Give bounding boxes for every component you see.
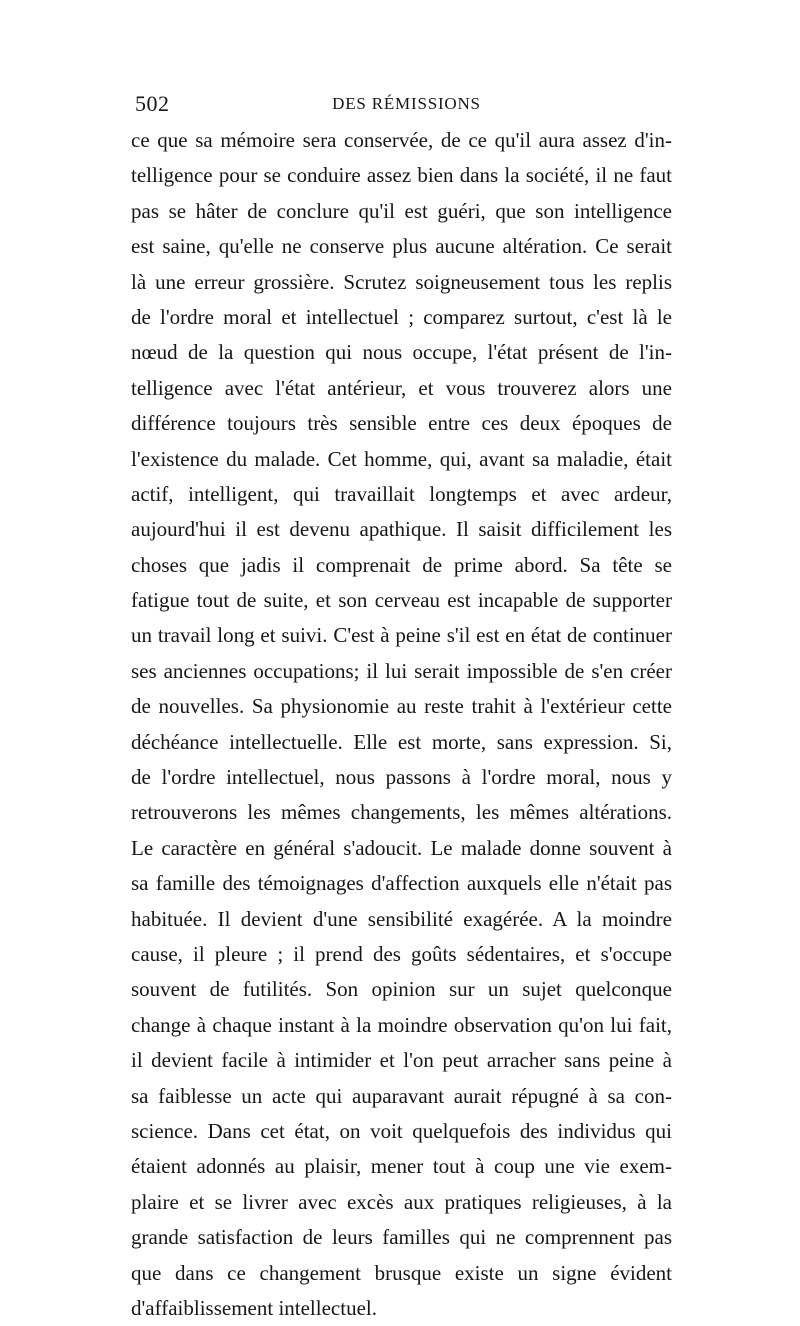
text-line: aujourd'hui il est devenu apathique. Il saisit difficilement les (131, 517, 672, 542)
text-line: ce que sa mémoire sera conservée, de ce qu'il aura assez d'in- (131, 128, 672, 152)
text-line: est saine, qu'elle ne conserve plus aucune altération. Ce serait (131, 234, 672, 259)
text-line: plaire et se livrer avec excès aux pratiques religieuses, à la (131, 1189, 672, 1214)
text-line: d'affaiblissement intellectuel. (131, 1295, 377, 1320)
text-line: fatigue tout de suite, et son cerveau est incapable de supporter (131, 588, 672, 613)
text-line: change à chaque instant à la moindre observation qu'on lui fait, (131, 1012, 672, 1037)
text-line: telligence pour se conduire assez bien dans la société, il ne faut (131, 163, 672, 188)
text-line: sa famille des témoignages d'affection auxquels elle n'était pas (131, 871, 672, 896)
text-line: de nouvelles. Sa physionomie au reste trahit à l'extérieur cette (131, 694, 672, 719)
text-line: nœud de la question qui nous occupe, l'état présent de l'in- (131, 340, 672, 365)
text-line: Le caractère en général s'adoucit. Le malade donne souvent à (131, 835, 672, 860)
text-line: différence toujours très sensible entre ces deux époques de (131, 411, 672, 436)
text-line: l'existence du malade. Cet homme, qui, avant sa maladie, était (131, 446, 672, 471)
text-line: choses que jadis il comprenait de prime abord. Sa tête se (131, 552, 672, 577)
text-line: il devient facile à intimider et l'on peut arracher sans peine à (131, 1048, 672, 1073)
text-line: de l'ordre intellectuel, nous passons à l'ordre moral, nous y (131, 765, 672, 790)
text-line: là une erreur grossière. Scrutez soigneusement tous les replis (131, 269, 672, 294)
text-line: pas se hâter de conclure qu'il est guéri, que son intelligence (131, 198, 672, 223)
text-line: déchéance intellectuelle. Elle est morte, sans expression. Si, (131, 729, 672, 754)
text-line: habituée. Il devient d'une sensibilité exagérée. A la moindre (131, 906, 672, 931)
page-number: 502 (135, 91, 170, 116)
text-line: science. Dans cet état, on voit quelquefois des individus qui (131, 1118, 672, 1143)
text-line: un travail long et suivi. C'est à peine s'il est en état de continuer (131, 623, 672, 648)
text-line: sa faiblesse un acte qui auparavant aurait répugné à sa con- (131, 1083, 672, 1108)
text-line: de l'ordre moral et intellectuel ; comparez surtout, c'est là le (131, 304, 672, 329)
page-header (135, 91, 670, 117)
text-line: souvent de futilités. Son opinion sur un sujet quelconque (131, 977, 672, 1002)
text-line: que dans ce changement brusque existe un signe évident (131, 1260, 672, 1285)
text-line: grande satisfaction de leurs familles qui ne comprennent pas (131, 1225, 672, 1250)
running-head: DES RÉMISSIONS (332, 94, 481, 113)
text-line: actif, intelligent, qui travaillait longtemps et avec ardeur, (131, 481, 672, 506)
body-text (131, 123, 672, 1326)
text-line: retrouverons les mêmes changements, les mêmes altérations. (131, 800, 672, 825)
text-line: étaient adonnés au plaisir, mener tout à coup une vie exem- (131, 1154, 672, 1179)
text-line: telligence avec l'état antérieur, et vous trouverez alors une (131, 375, 672, 400)
text-line: ses anciennes occupations; il lui serait impossible de s'en créer (131, 658, 672, 683)
text-line: cause, il pleure ; il prend des goûts sédentaires, et s'occupe (131, 941, 672, 966)
